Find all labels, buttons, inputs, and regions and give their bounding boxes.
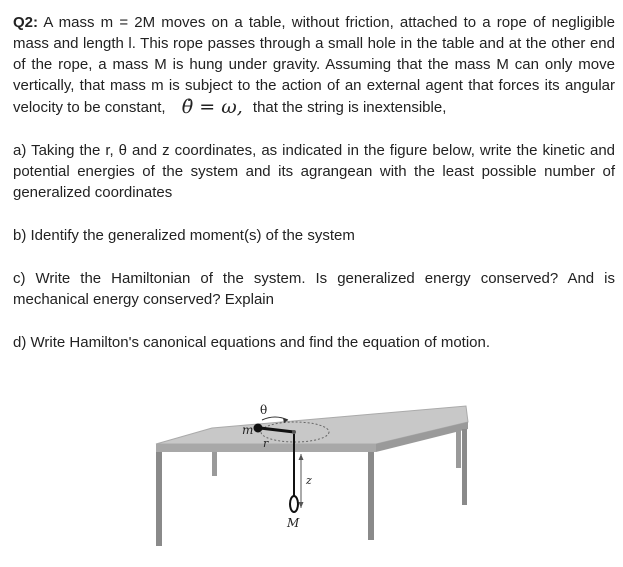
right-back-leg xyxy=(462,429,467,505)
z-label: z xyxy=(306,474,312,487)
angular-velocity-equation: θ̇ = ω, xyxy=(181,96,243,118)
front-left-leg xyxy=(156,452,162,546)
problem-document xyxy=(13,12,615,353)
question-intro-text-end: that the string is inextensible, xyxy=(252,99,447,116)
part-d: d) Write Hamilton's canonical equations and find the equation of motion. xyxy=(13,334,491,351)
m-label: m xyxy=(242,423,254,437)
M-label: M xyxy=(287,516,300,530)
theta-label: θ xyxy=(260,403,268,417)
part-a: a) Taking the r, θ and z coordinates, as indicated in the figure below, write the kinetic and potential energies of the system and its agrangean with the least possible number of generalized coordinates xyxy=(13,142,615,201)
part-c: c) Write the Hamiltonian of the system. Is generalized energy conserved? And is mechanical energy conserved? Explain xyxy=(13,270,615,308)
part-b: b) Identify the generalized moment(s) of the system xyxy=(13,227,355,244)
z-arrow-bottom xyxy=(299,502,304,508)
table-diagram xyxy=(150,398,480,548)
question-intro xyxy=(13,12,615,118)
mass-M xyxy=(290,496,298,512)
question-label: Q2: xyxy=(13,14,39,31)
mass-m xyxy=(254,424,263,433)
front-right-leg xyxy=(368,452,374,540)
table-rope-figure xyxy=(150,398,480,548)
r-label: r xyxy=(263,437,269,450)
question-intro-text: A mass m = 2M moves on a table, without friction, attached to a rope of negligible mass and length l. This rope passes through a small hole in the table and at the other end of the rope, a mass M is hung under gravity. Assuming that the mass M can only move vertically, that mass m is subject to the action of an external agent that forces its angular velocity to be constant, xyxy=(13,14,615,116)
table-hole xyxy=(292,430,296,434)
z-arrow-top xyxy=(299,454,304,460)
